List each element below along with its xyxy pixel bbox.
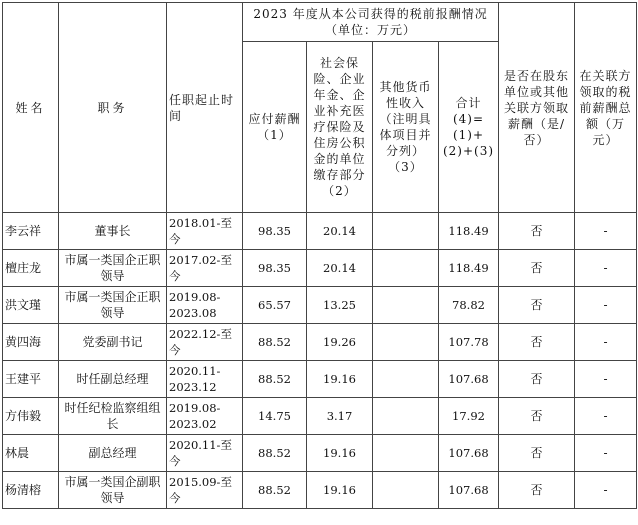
cell-other (373, 398, 439, 435)
cell-payable: 88.52 (243, 324, 307, 361)
compensation-table (2, 2, 637, 509)
cell-position: 时任副总经理 (59, 361, 167, 398)
cell-payable: 65.57 (243, 287, 307, 324)
cell-name: 方伟毅 (3, 398, 59, 435)
cell-total: 78.82 (439, 287, 499, 324)
cell-social: 19.16 (307, 472, 373, 509)
cell-total: 107.68 (439, 361, 499, 398)
header-payable: 应付薪酬（1） (243, 42, 307, 213)
cell-position: 副总经理 (59, 435, 167, 472)
cell-position: 市属一类国企正职领导 (59, 250, 167, 287)
cell-total: 107.68 (439, 435, 499, 472)
cell-other (373, 435, 439, 472)
table-row (3, 398, 637, 435)
cell-term: 2018.01-至今 (167, 213, 243, 250)
cell-social: 13.25 (307, 287, 373, 324)
cell-term: 2022.12-至今 (167, 324, 243, 361)
cell-term: 2020.11-至今 (167, 435, 243, 472)
table-row (3, 472, 637, 509)
cell-related: 否 (499, 213, 575, 250)
cell-related-total: - (575, 324, 637, 361)
header-compensation-group: 2023 年度从本公司获得的税前报酬情况（单位：万元） (243, 3, 499, 42)
cell-related: 否 (499, 324, 575, 361)
cell-social: 20.14 (307, 250, 373, 287)
table-row (3, 213, 637, 250)
cell-term: 2019.08-2023.08 (167, 287, 243, 324)
table-row (3, 435, 637, 472)
cell-related-total: - (575, 361, 637, 398)
cell-name: 檀庄龙 (3, 250, 59, 287)
cell-payable: 88.52 (243, 435, 307, 472)
cell-social: 19.16 (307, 361, 373, 398)
header-related-party: 是否在股东单位或其他关联方领取薪酬（是/否） (499, 3, 575, 213)
cell-name: 洪文瑾 (3, 287, 59, 324)
cell-position: 市属一类国企副职领导 (59, 472, 167, 509)
cell-name: 黄四海 (3, 324, 59, 361)
table-row (3, 250, 637, 287)
cell-social: 19.26 (307, 324, 373, 361)
cell-social: 19.16 (307, 435, 373, 472)
cell-name: 王建平 (3, 361, 59, 398)
cell-related: 否 (499, 472, 575, 509)
header-other-income: 其他货币性收入（注明具体项目并分列）（3） (373, 42, 439, 213)
header-position: 职务 (59, 3, 167, 213)
cell-term: 2017.02-至今 (167, 250, 243, 287)
cell-social: 20.14 (307, 213, 373, 250)
cell-total: 107.78 (439, 324, 499, 361)
cell-other (373, 472, 439, 509)
cell-related-total: - (575, 398, 637, 435)
header-name: 姓名 (3, 3, 59, 213)
cell-total: 107.68 (439, 472, 499, 509)
cell-related: 否 (499, 398, 575, 435)
cell-other (373, 287, 439, 324)
cell-other (373, 250, 439, 287)
cell-payable: 14.75 (243, 398, 307, 435)
cell-total: 118.49 (439, 250, 499, 287)
cell-name: 李云祥 (3, 213, 59, 250)
cell-other (373, 324, 439, 361)
cell-related-total: - (575, 213, 637, 250)
cell-related: 否 (499, 287, 575, 324)
cell-payable: 98.35 (243, 250, 307, 287)
cell-position: 市属一类国企正职领导 (59, 287, 167, 324)
cell-position: 时任纪检监察组组长 (59, 398, 167, 435)
cell-total: 118.49 (439, 213, 499, 250)
cell-payable: 88.52 (243, 472, 307, 509)
cell-related-total: - (575, 435, 637, 472)
cell-total: 17.92 (439, 398, 499, 435)
cell-term: 2019.08-2023.02 (167, 398, 243, 435)
cell-related: 否 (499, 250, 575, 287)
header-social-insurance: 社会保险、企业年金、企业补充医疗保险及住房公积金的单位缴存部分（2） (307, 42, 373, 213)
cell-related: 否 (499, 361, 575, 398)
header-row-top (3, 3, 637, 42)
cell-related-total: - (575, 250, 637, 287)
header-total: 合计(4)=(1)+(2)+(3) (439, 42, 499, 213)
cell-name: 杨清榕 (3, 472, 59, 509)
cell-social: 3.17 (307, 398, 373, 435)
cell-payable: 98.35 (243, 213, 307, 250)
cell-name: 林晨 (3, 435, 59, 472)
cell-position: 党委副书记 (59, 324, 167, 361)
header-term: 任职起止时间 (167, 3, 243, 213)
table-row (3, 324, 637, 361)
table-row (3, 287, 637, 324)
cell-term: 2020.11-2023.12 (167, 361, 243, 398)
cell-term: 2015.09-至今 (167, 472, 243, 509)
cell-other (373, 361, 439, 398)
cell-position: 董事长 (59, 213, 167, 250)
cell-related-total: - (575, 287, 637, 324)
header-related-total: 在关联方领取的税前薪酬总额（万元） (575, 3, 637, 213)
cell-other (373, 213, 439, 250)
cell-related: 否 (499, 435, 575, 472)
cell-payable: 88.52 (243, 361, 307, 398)
table-row (3, 361, 637, 398)
cell-related-total: - (575, 472, 637, 509)
